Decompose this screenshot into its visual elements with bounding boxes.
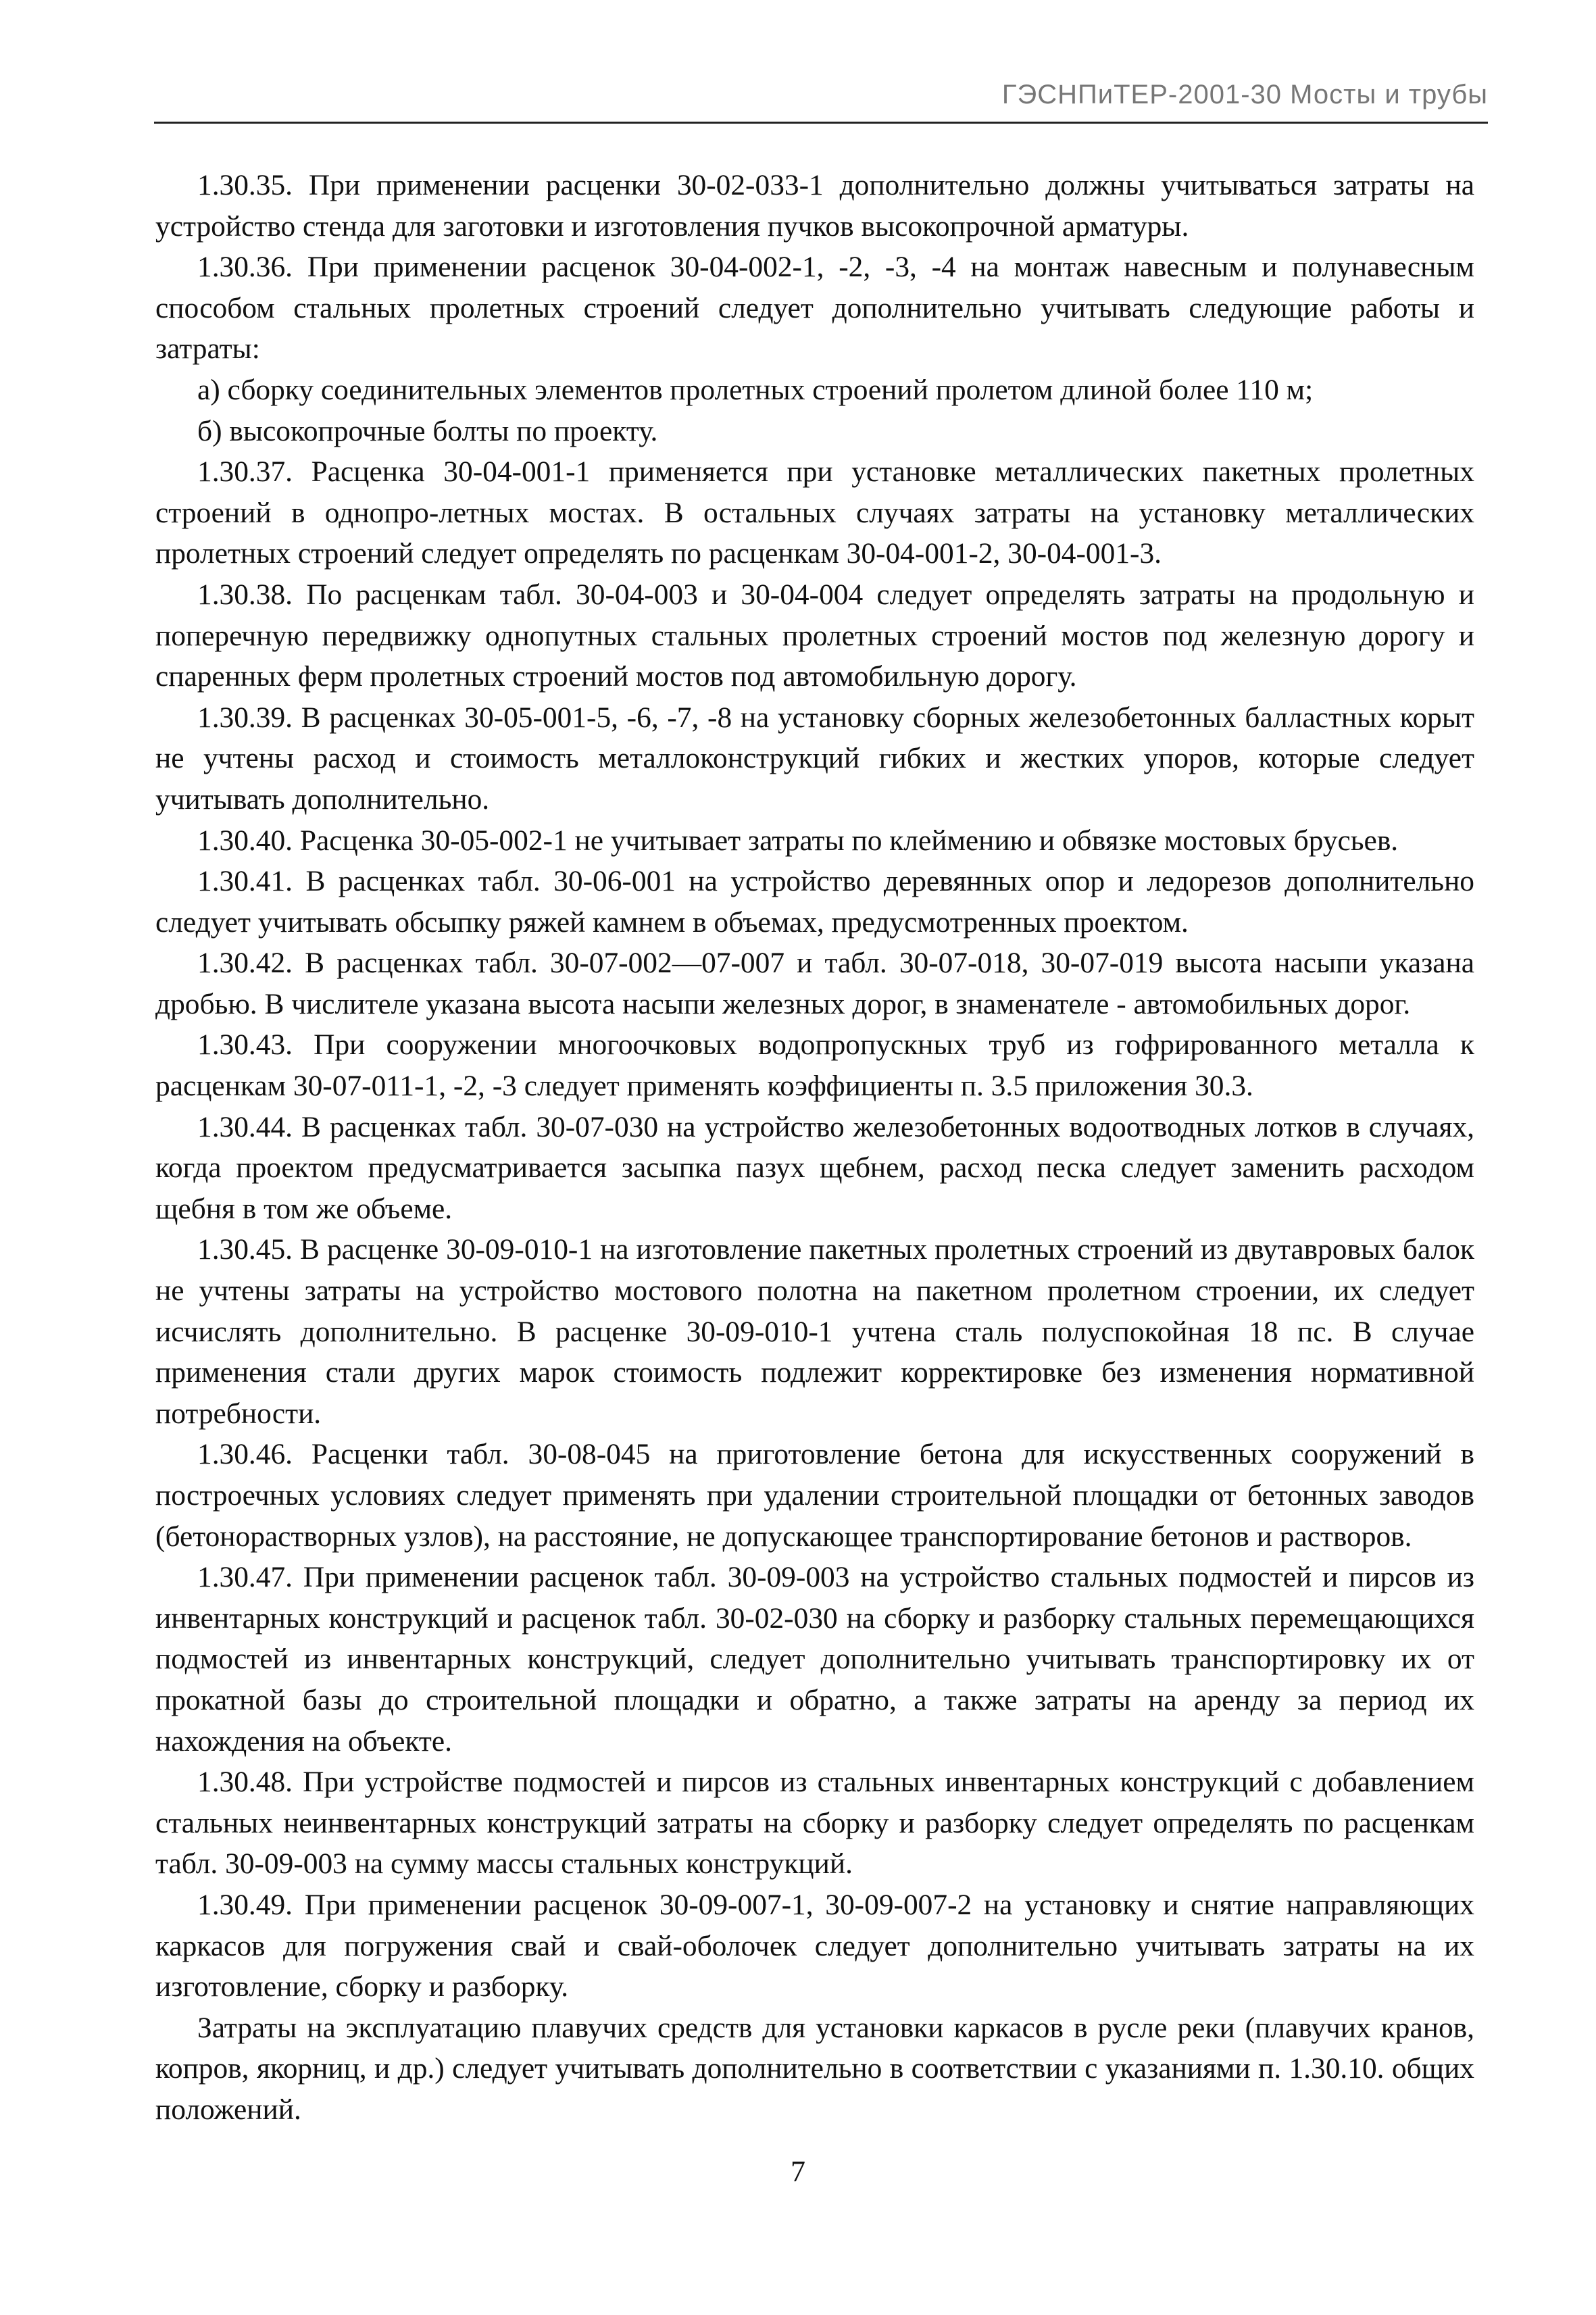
paragraph-1-30-36: 1.30.36. При применении расценок 30-04-002-1, -2, -3, -4 на монтаж навесным и полунавесным способом стальных пролетных строений следует дополнительно учитывать следующие работы и затраты: bbox=[155, 251, 1474, 366]
paragraph-1-30-45: 1.30.45. В расценке 30-09-010-1 на изготовление пакетных пролетных строений из двутавровых балок не учтены затраты на устройство мостового полотна на пакетном пролетном строении, их следует исчислять дополнительно. В расценке 30-09-010-1 учтена сталь полуспокойная 18 пс. В случае применения стали других марок стоимость подлежит корректировке без изменения нормативной потребности. bbox=[155, 1233, 1474, 1430]
paragraph-1-30-40: 1.30.40. Расценка 30-05-002-1 не учитывает затраты по клеймению и обвязке мостовых брусьев. bbox=[197, 824, 1399, 857]
page-number: 7 bbox=[791, 2155, 805, 2188]
paragraph-1-30-35: 1.30.35. При применении расценки 30-02-033-1 дополнительно должны учитываться затраты на устройство стенда для заготовки и изготовления пучков высокопрочной арматуры. bbox=[155, 169, 1474, 243]
running-header: ГЭСНПиТЕР-2001-30 Мосты и трубы bbox=[1001, 80, 1488, 109]
header-divider bbox=[154, 122, 1488, 124]
paragraph-1-30-43: 1.30.43. При сооружении многоочковых водопропускных труб из гофрированного металла к расценкам 30-07-011-1, -2, -3 следует применять коэффициенты п. 3.5 приложения 30.3. bbox=[155, 1028, 1474, 1103]
paragraph-floating-equipment: Затраты на эксплуатацию плавучих средств для установки каркасов в русле реки (плавучих кранов, копров, якорниц, и др.) следует учитывать дополнительно в соответствии с указаниями п. 1.30.10. общих положений. bbox=[155, 2011, 1474, 2126]
paragraph-1-30-46: 1.30.46. Расценки табл. 30-08-045 на приготовление бетона для искусственных сооружений в построечных условиях следует применять при удалении строительной площадки от бетонных заводов (бетонорастворных узлов), на расстояние, не допускающее транспортирование бетонов и растворов. bbox=[155, 1438, 1474, 1553]
list-item-b: б) высокопрочные болты по проекту. bbox=[197, 414, 658, 447]
paragraph-1-30-48: 1.30.48. При устройстве подмостей и пирсов из стальных инвентарных конструкций с добавлением стальных неинвентарных конструкций затраты на сборку и разборку следует определять по расценкам табл. 30-09-003 на сумму массы стальных конструкций. bbox=[155, 1766, 1474, 1881]
paragraph-1-30-39: 1.30.39. В расценках 30-05-001-5, -6, -7, -8 на установку сборных железобетонных балластных корыт не учтены расход и стоимость металлоконструкций гибких и жестких упоров, которые следует учитывать дополнительно. bbox=[155, 701, 1474, 816]
paragraph-1-30-47: 1.30.47. При применении расценок табл. 30-09-003 на устройство стальных подмостей и пирсов из инвентарных конструкций и расценок табл. 30-02-030 на сборку и разборку стальных перемещающихся подмостей из инвентарных конструкций, следует дополнительно учитывать транспортировку их от прокатной базы до строительной площадки и обратно, а также затраты на аренду за период их нахождения на объекте. bbox=[155, 1561, 1474, 1758]
paragraph-1-30-44: 1.30.44. В расценках табл. 30-07-030 на устройство железобетонных водоотводных лотков в случаях, когда проектом предусматривается засыпка пазух щебнем, расход песка следует заменить расходом щебня в том же объеме. bbox=[155, 1110, 1474, 1225]
list-item-a: а) сборку соединительных элементов пролетных строений пролетом длиной более 110 м; bbox=[197, 373, 1314, 406]
paragraph-1-30-37: 1.30.37. Расценка 30-04-001-1 применяется при установке металлических пакетных пролетных строений в однопро-летных мостах. В остальных случаях затраты на установку металлических пролетных строений следует определять по расценкам 30-04-001-2, 30-04-001-3. bbox=[155, 455, 1474, 570]
document-body bbox=[155, 165, 1474, 2131]
paragraph-1-30-41: 1.30.41. В расценках табл. 30-06-001 на устройство деревянных опор и ледорезов дополнительно следует учитывать обсыпку ряжей камнем в объемах, предусмотренных проектом. bbox=[155, 865, 1474, 939]
paragraph-1-30-49: 1.30.49. При применении расценок 30-09-007-1, 30-09-007-2 на установку и снятие направляющих каркасов для погружения свай и свай-оболочек следует дополнительно учитывать затраты на их изготовление, сборку и разборку. bbox=[155, 1888, 1474, 2003]
paragraph-1-30-38: 1.30.38. По расценкам табл. 30-04-003 и 30-04-004 следует определять затраты на продольную и поперечную передвижку однопутных стальных пролетных строений мостов под железную дорогу и спаренных ферм пролетных строений мостов под автомобильную дорогу. bbox=[155, 578, 1474, 693]
paragraph-1-30-42: 1.30.42. В расценках табл. 30-07-002—07-007 и табл. 30-07-018, 30-07-019 высота насыпи указана дробью. В числителе указана высота насыпи железных дорог, в знаменателе - автомобильных дорог. bbox=[155, 947, 1474, 1020]
